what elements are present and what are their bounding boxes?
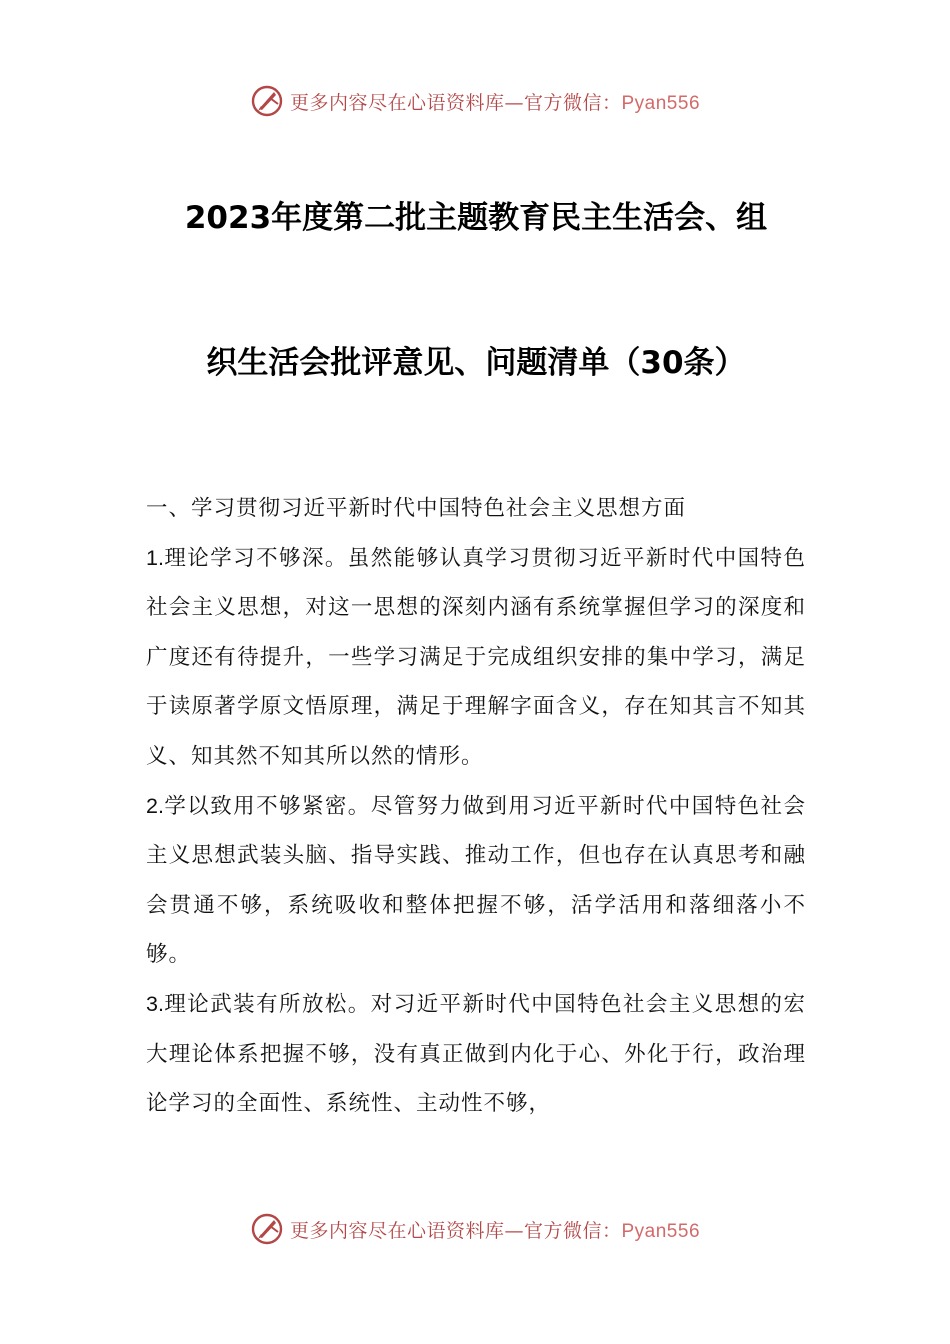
section-heading: 一、学习贯彻习近平新时代中国特色社会主义思想方面: [146, 496, 687, 521]
watermark-handle: Pyan556: [621, 1220, 701, 1242]
watermark-label: 更多内容尽在心语资料库—官方微信：: [289, 1219, 622, 1242]
watermark-label: 更多内容尽在心语资料库—官方微信：: [289, 91, 622, 114]
item-number: 1.: [146, 545, 164, 570]
item-text: 理论学习不够深。虽然能够认真学习贯彻习近平新时代中国特色社会主义思想，对这一思想的深刻内涵有系统掌握但学习的深度和广度还有待提升，一些学习满足于完成组织安排的集中学习，满足于读原著学原文悟原理，满足于理解字面含义，存在知其言不知其义、知其然不知其所以然的情形。: [146, 545, 806, 769]
list-item: [146, 534, 806, 782]
footer-watermark: [0, 1212, 950, 1246]
quill-pen-logo-icon: [250, 84, 284, 118]
item-number: 3.: [146, 991, 164, 1016]
quill-pen-logo-icon: [250, 1212, 284, 1246]
list-item: [146, 782, 806, 980]
watermark-text: [290, 1216, 700, 1243]
document-title-line-2: 织生活会批评意见、问题清单（30条）: [206, 345, 746, 381]
document-title-line-1: 2023年度第二批主题教育民主生活会、组: [184, 200, 768, 236]
watermark-text: [290, 88, 700, 115]
watermark-handle: Pyan556: [621, 92, 701, 114]
list-item: [146, 980, 806, 1129]
item-text: 学以致用不够紧密。尽管努力做到用习近平新时代中国特色社会主义思想武装头脑、指导实践、推动工作，但也存在认真思考和融会贯通不够，系统吸收和整体把握不够，活学活用和落细落小不够。: [146, 793, 806, 968]
item-number: 2.: [146, 793, 164, 818]
document-body: [146, 484, 806, 1129]
item-text: 理论武装有所放松。对习近平新时代中国特色社会主义思想的宏大理论体系把握不够，没有真正做到内化于心、外化于行，政治理论学习的全面性、系统性、主动性不够，: [146, 991, 806, 1117]
header-watermark: [0, 84, 950, 118]
